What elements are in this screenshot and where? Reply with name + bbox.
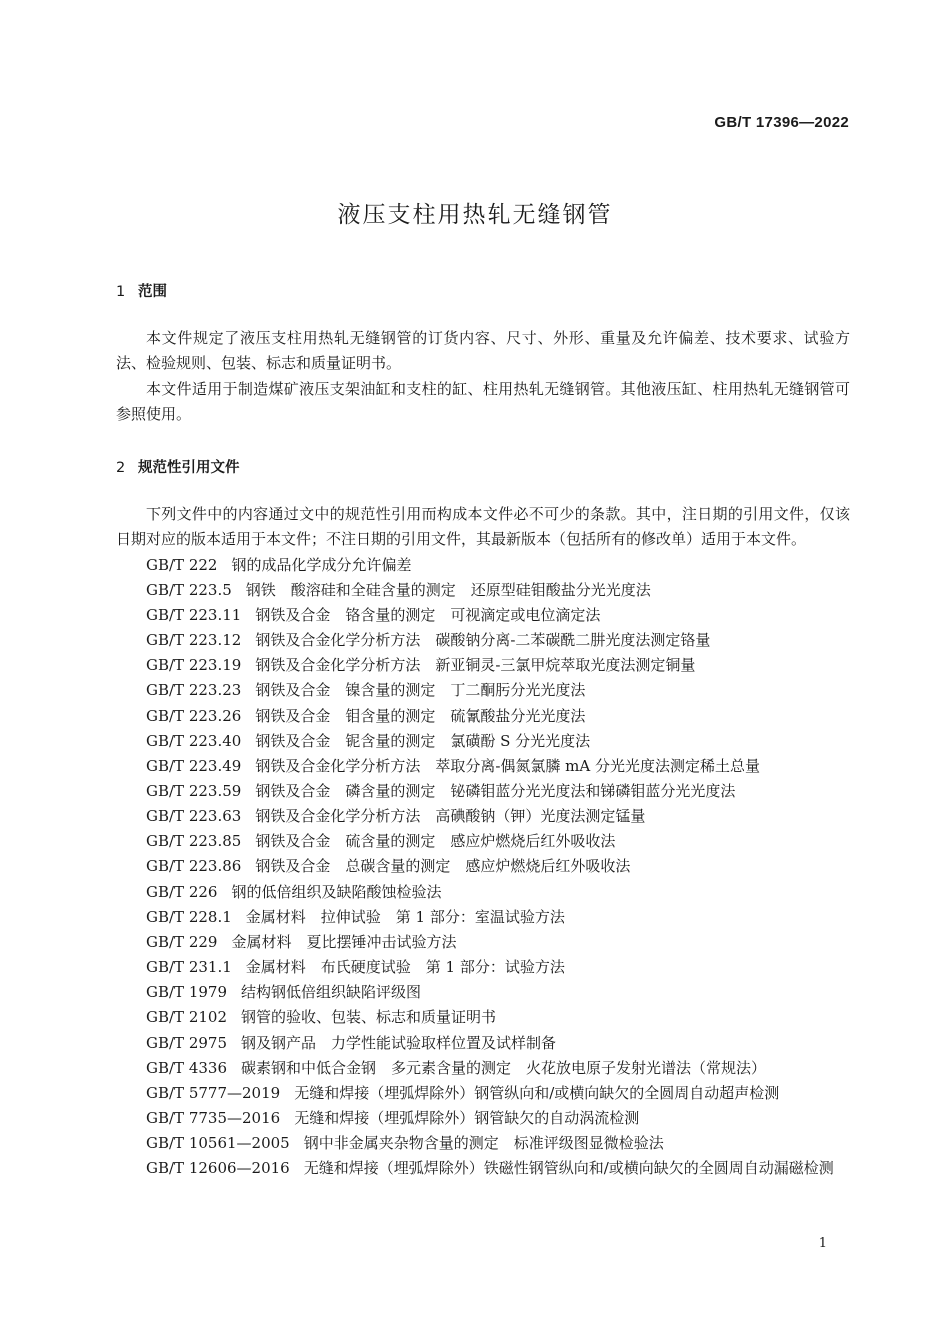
- reference-title: 钢及钢产品 力学性能试验取样位置及试样制备: [241, 1033, 557, 1052]
- reference-code: GB/T 223.19: [146, 656, 242, 675]
- reference-item: [116, 603, 850, 628]
- reference-item: [116, 1056, 850, 1081]
- section-heading-normative-references: [116, 456, 240, 477]
- reference-code: GB/T 228.1: [146, 907, 232, 926]
- reference-list: [116, 553, 850, 1182]
- reference-code: GB/T 223.5: [146, 580, 232, 599]
- reference-item: [116, 980, 850, 1005]
- reference-code: GB/T 222: [146, 555, 218, 574]
- reference-item: [116, 880, 850, 905]
- section-heading-scope: [116, 280, 167, 301]
- reference-title: 钢的低倍组织及缺陷酸蚀检验法: [231, 882, 442, 901]
- section-body-normative-references: [116, 502, 850, 1182]
- reference-title: 无缝和焊接（埋弧焊除外）铁磁性钢管纵向和/或横向缺欠的全圆周自动漏磁检测: [303, 1159, 834, 1178]
- reference-code: GB/T 5777—2019: [146, 1083, 281, 1102]
- reference-item: [116, 1005, 850, 1030]
- reference-item: [116, 729, 850, 754]
- reference-item: [116, 578, 850, 603]
- reference-code: GB/T 1979: [146, 983, 228, 1002]
- reference-item: [116, 704, 850, 729]
- reference-title: 金属材料 拉伸试验 第 1 部分：室温试验方法: [245, 907, 565, 926]
- paragraph: 本文件适用于制造煤矿液压支架油缸和支柱的缸、柱用热轧无缝钢管。其他液压缸、柱用热轧无缝钢管可参照使用。: [116, 379, 850, 423]
- reference-item: [116, 930, 850, 955]
- reference-code: GB/T 2102: [146, 1008, 228, 1027]
- reference-code: GB/T 12606—2016: [146, 1159, 290, 1178]
- reference-title: 钢铁 酸溶硅和全硅含量的测定 还原型硅钼酸盐分光光度法: [245, 580, 651, 599]
- reference-title: 钢铁及合金 钼含量的测定 硫氰酸盐分光光度法: [255, 706, 586, 725]
- reference-item: [116, 1106, 850, 1131]
- reference-title: 钢中非金属夹杂物含量的测定 标准评级图显微检验法: [303, 1134, 664, 1153]
- reference-code: GB/T 223.23: [146, 681, 242, 700]
- reference-code: GB/T 223.59: [146, 782, 242, 800]
- reference-code: GB/T 226: [146, 882, 218, 901]
- reference-code: GB/T 10561—2005: [146, 1134, 290, 1153]
- document-title: 液压支柱用热轧无缝钢管: [337, 202, 613, 228]
- reference-title: 钢铁及合金 镍含量的测定 丁二酮肟分光光度法: [255, 681, 586, 700]
- reference-code: GB/T 223.11: [146, 605, 242, 624]
- paragraph: 本文件规定了液压支柱用热轧无缝钢管的订货内容、尺寸、外形、重量及允许偏差、技术要求、试验方法、检验规则、包装、标志和质量证明书。: [116, 329, 850, 373]
- reference-item: [116, 804, 850, 829]
- reference-code: GB/T 231.1: [146, 958, 232, 977]
- reference-item: [116, 854, 850, 879]
- reference-title: 金属材料 夏比摆锤冲击试验方法: [231, 932, 457, 951]
- section-number: 2: [116, 460, 126, 476]
- reference-title: 钢铁及合金化学分析方法 新亚铜灵-三氯甲烷萃取光度法测定铜量: [255, 656, 696, 675]
- reference-code: GB/T 2975: [146, 1033, 228, 1052]
- reference-title: 结构钢低倍组织缺陷评级图: [241, 983, 422, 1002]
- reference-title: 碳素钢和中低合金钢 多元素含量的测定 火花放电原子发射光谱法（常规法）: [241, 1058, 767, 1077]
- reference-item: [116, 1081, 850, 1106]
- reference-item: [116, 1131, 850, 1156]
- reference-item: [116, 779, 850, 804]
- reference-code: GB/T 223.40: [146, 731, 242, 750]
- section-title: 范围: [138, 284, 167, 300]
- reference-title: 钢铁及合金 磷含量的测定 铋磷钼蓝分光光度法和锑磷钼蓝分光光度法: [255, 782, 736, 800]
- reference-title: 钢管的验收、包装、标志和质量证明书: [241, 1008, 497, 1027]
- reference-code: GB/T 223.86: [146, 857, 242, 876]
- reference-item: [116, 754, 850, 779]
- reference-item: [116, 1031, 850, 1056]
- reference-item: [116, 678, 850, 703]
- reference-code: GB/T 223.85: [146, 832, 242, 851]
- reference-title: 钢铁及合金化学分析方法 萃取分离-偶氮氯膦 mA 分光光度法测定稀土总量: [255, 756, 760, 775]
- reference-code: GB/T 223.12: [146, 631, 242, 650]
- reference-title: 无缝和焊接（埋弧焊除外）钢管纵向和/或横向缺欠的全圆周自动超声检测: [294, 1083, 780, 1102]
- reference-title: 金属材料 布氏硬度试验 第 1 部分：试验方法: [245, 958, 565, 977]
- reference-item: [116, 955, 850, 980]
- section-body-scope: [116, 326, 850, 427]
- reference-title: 钢铁及合金 总碳含量的测定 感应炉燃烧后红外吸收法: [255, 857, 631, 876]
- reference-title: 钢铁及合金 铬含量的测定 可视滴定或电位滴定法: [255, 605, 601, 624]
- reference-code: GB/T 4336: [146, 1058, 228, 1077]
- reference-code: GB/T 223.63: [146, 807, 242, 826]
- reference-title: 钢铁及合金化学分析方法 高碘酸钠（钾）光度法测定锰量: [255, 807, 646, 826]
- reference-item: [116, 653, 850, 678]
- paragraph: 下列文件中的内容通过文中的规范性引用而构成本文件必不可少的条款。其中，注日期的引用文件，仅该日期对应的版本适用于本文件；不注日期的引用文件，其最新版本（包括所有的修改单）适用于本文件。: [116, 505, 850, 549]
- section-number: 1: [116, 284, 126, 300]
- reference-code: GB/T 7735—2016: [146, 1109, 281, 1128]
- reference-code: GB/T 229: [146, 932, 218, 951]
- reference-item: [116, 1156, 850, 1181]
- reference-title: 钢铁及合金化学分析方法 碳酸钠分离-二苯碳酰二肼光度法测定铬量: [255, 631, 711, 650]
- reference-title: 无缝和焊接（埋弧焊除外）钢管缺欠的自动涡流检测: [294, 1109, 640, 1128]
- section-title: 规范性引用文件: [138, 460, 240, 476]
- reference-item: [116, 628, 850, 653]
- reference-item: [116, 829, 850, 854]
- reference-title: 钢铁及合金 硫含量的测定 感应炉燃烧后红外吸收法: [255, 832, 616, 851]
- reference-item: [116, 553, 850, 578]
- page-number: 1: [818, 1236, 827, 1251]
- standard-code: GB/T 17396—2022: [714, 114, 849, 131]
- reference-code: GB/T 223.49: [146, 756, 242, 775]
- reference-item: [116, 905, 850, 930]
- reference-title: 钢铁及合金 铌含量的测定 氯磺酚 S 分光光度法: [255, 731, 591, 750]
- reference-title: 钢的成品化学成分允许偏差: [231, 555, 412, 574]
- reference-code: GB/T 223.26: [146, 706, 242, 725]
